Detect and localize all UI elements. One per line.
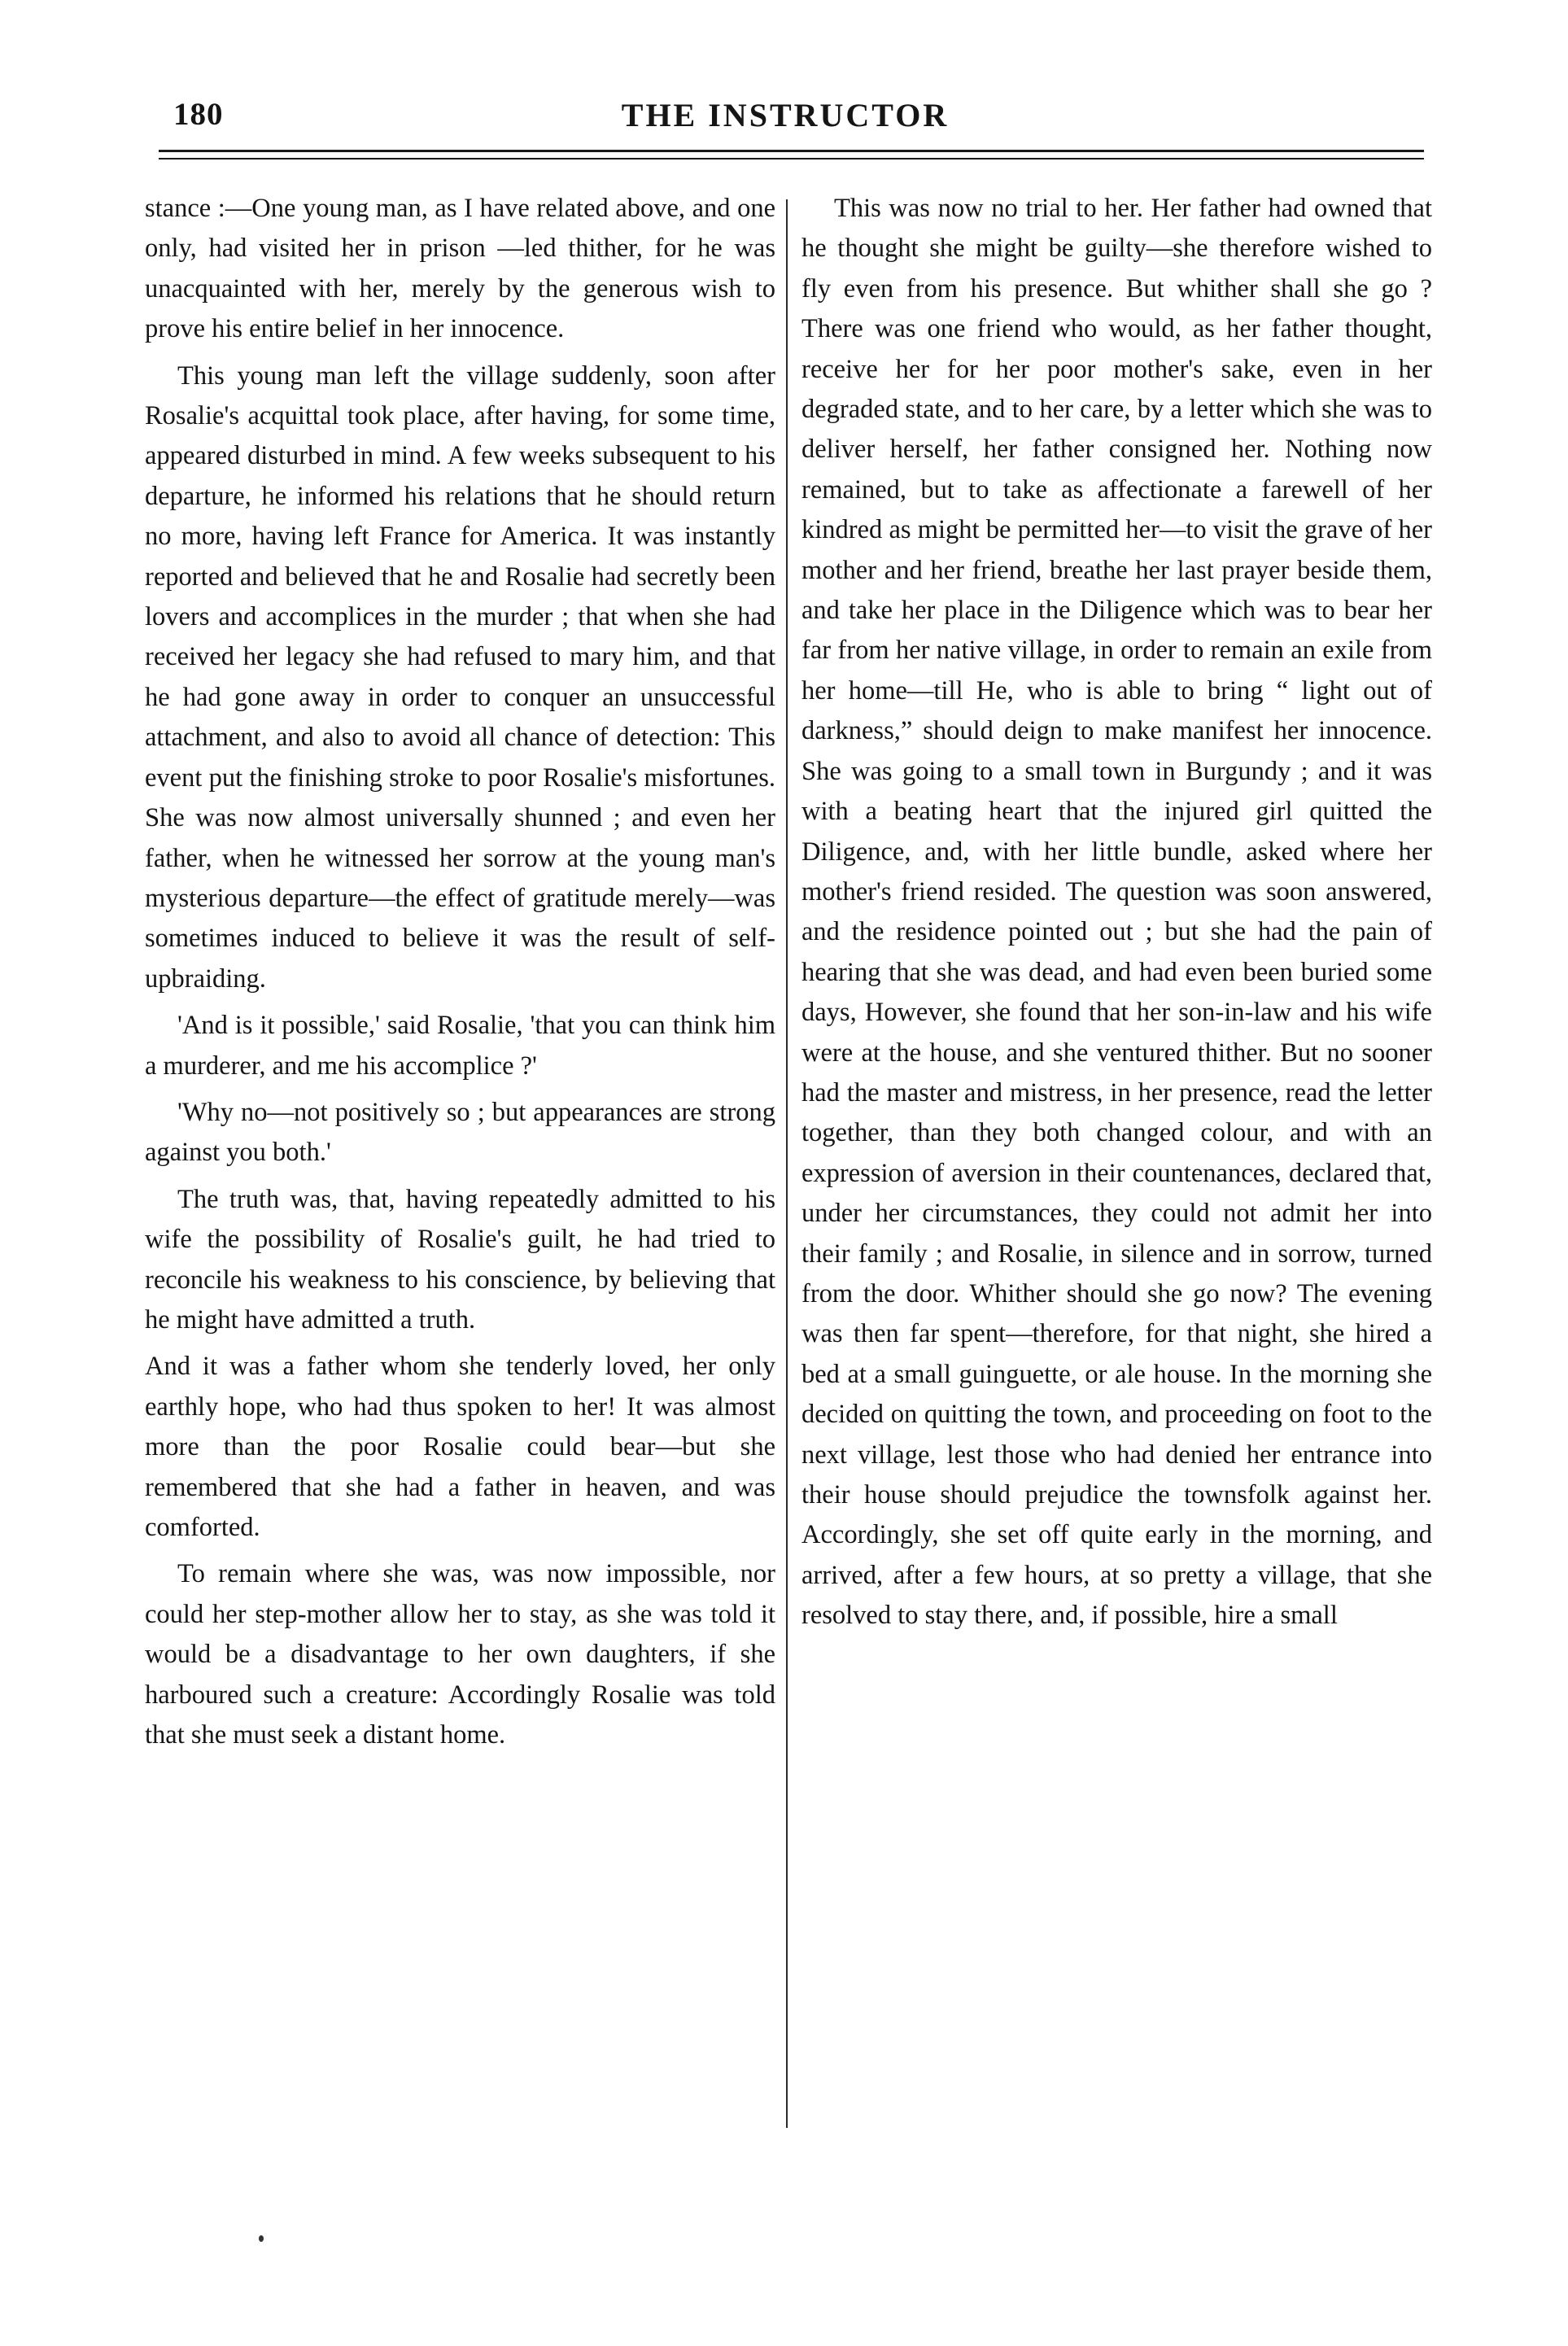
paragraph: stance :—One young man, as I have related above, and one only, had visited her in prison —led thither, for he was unacquainted with her, merely by the generous wish to prove his entire belief in her innocence.: [145, 194, 775, 344]
paragraph: The truth was, that, having repeatedly admitted to his wife the possibility of Rosalie's guilt, he had tried to reconcile his weakness to his conscience, by believing that he might have admitted a truth.: [145, 1184, 775, 1335]
paragraph: 'Why no—not positively so ; but appearances are strong against you both.': [145, 1097, 775, 1168]
paragraph: And it was a father whom she tenderly loved, her only earthly hope, who had thus spoken to her! It was almost more than the poor Rosalie could bear—but she remembered that she had a father in heaven, and was comforted.: [145, 1352, 775, 1542]
left-text-column: [145, 189, 775, 1762]
right-text-column: [801, 189, 1432, 1643]
paragraph: This young man left the village suddenly, soon after Rosalie's acquittal took place, after having, for some time, appeared disturbed in mind. A few weeks subsequent to his departure, he informed his relations that he should return no more, having left France for America. It was instantly reported and believed that he and Rosalie had secretly been lovers and accomplices in the murder ; that when she had received her legacy she had refused to mary him, and that he had gone away in order to conquer an unsuccessful attachment, and also to avoid all chance of detection: This event put the finishing stroke to poor Rosalie's misfortunes. She was now almost universally shunned ; and even her father, when he witnessed her sorrow at the young man's mysterious departure—the effect of gratitude merely—was sometimes induced to believe it was the result of self-upbraiding.: [145, 360, 775, 994]
running-title: THE INSTRUCTOR: [621, 97, 950, 133]
header-rule-thick: [159, 150, 1424, 152]
paragraph: This was now no trial to her. Her father had owned that he thought she might be guilty—she therefore wished to fly even from his presence. But whither shall she go ? There was one friend who would, as her father thought, receive her for her poor mother's sake, even in her degraded state, and to her care, by a letter which she was to deliver herself, her father consigned her. Nothing now remained, but to take as affectionate a farewell of her kindred as might be permitted her—to visit the grave of her mother and her friend, breathe her last prayer beside them, and take her place in the Diligence which was to bear her far from her native village, in order to remain an exile from her home—till He, who is able to bring “ light out of darkness,” should deign to make manifest her innocence. She was going to a small town in Burgundy ; and it was with a beating heart that the injured girl quitted the Diligence, and, with her little bundle, asked where her mother's friend resided. The question was soon answered, and the residence pointed out ; but she had the pain of hearing that she was dead, and had even been buried some days, However, she found that her son-in-law and his wife were at the house, and she ventured thither. But no sooner had the master and mistress, in her presence, read the letter together, than they both changed colour, and with an expression of aversion in their countenances, declared that, under her circumstances, they could not admit her into their family ; and Rosalie, in silence and in sorrow, turned from the door. Whither should she go now? The evening was then far spent—therefore, for that night, she hired a bed at a small guinguette, or ale house. In the morning she decided on quitting the town, and proceeding on foot to the next village, lest those who had denied her entrance into their house should prejudice the townsfolk against her. Accordingly, she set off quite early in the morning, and arrived, after a few hours, at so pretty a village, that she resolved to stay there, and, if possible, hire a small: [801, 194, 1432, 1631]
page-number: 180: [173, 97, 224, 132]
page-header: [151, 96, 1420, 145]
ink-speck: [259, 2235, 264, 2242]
paragraph: To remain where she was, was now impossible, nor could her step-mother allow her to stay, as she was told it would be a disadvantage to her own daughters, if she harboured such a creature: Accordingly Rosalie was told that she must seek a distant home.: [145, 1559, 775, 1750]
header-rule-thin: [159, 158, 1424, 159]
paragraph: 'And is it possible,' said Rosalie, 'that you can think him a murderer, and me his accomplice ?': [145, 1011, 775, 1081]
column-divider: [786, 199, 788, 2128]
